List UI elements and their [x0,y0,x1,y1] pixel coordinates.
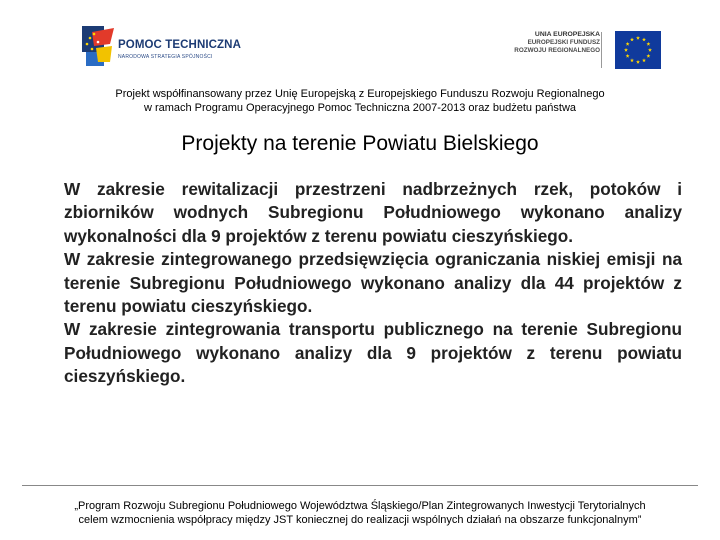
logo-subtitle-text: NARODOWA STRATEGIA SPÓJNOŚCI [118,54,213,60]
eu-logo-divider [601,32,602,68]
page-title: Projekty na terenie Powiatu Bielskiego [181,132,539,155]
logo-brand-text: POMOC TECHNICZNA [118,39,241,51]
funding-line-1: Projekt współfinansowany przez Unię Europejską z Europejskiego Funduszu Rozwoju Regionalnego [115,88,605,100]
footer-text [10,499,710,527]
content-body [64,178,682,389]
footer-line-2: celem wzmocnienia współpracy między JST koniecznej do realizacji wspólnych działań na obszarze funkcjonalnym” [78,514,642,526]
paragraph-2: W zakresie zintegrowanego przedsięwzięcia ograniczania niskiej emisji na terenie Subregionu Południowego wykonano analizy dla 44 projektów z terenu powiatu cieszyńskiego. [64,249,682,317]
pomoc-techniczna-logo [80,22,240,70]
funding-line-2: w ramach Programu Operacyjnego Pomoc Techniczna 2007-2013 oraz budżetu państwa [143,101,577,114]
pomoc-techniczna-emblem-icon [80,22,116,70]
footer-line-1: „Program Rozwoju Subregionu Południowego Województwa Śląskiego/Plan Zintegrowanych Inwestycji Terytorialnych [74,500,646,512]
eu-logo-line2: EUROPEJSKI FUNDUSZ [527,39,600,46]
eu-logo-line1: UNIA EUROPEJSKA [534,31,600,38]
footer-divider [22,485,698,486]
eu-logo-text [514,31,600,55]
funding-statement [60,88,660,115]
eu-flag-icon [615,31,661,69]
paragraph-1: W zakresie rewitalizacji przestrzeni nadbrzeżnych rzek, potoków i zbiorników wodnych Subregionu Południowego wykonano analizy wykonalności dla 9 projektów z terenu powiatu cieszyńskiego. [64,179,682,246]
eu-logo [503,30,663,72]
eu-logo-line3: ROZWOJU REGIONALNEGO [514,47,600,54]
paragraph-3: W zakresie zintegrowania transportu publicznego na terenie Subregionu Południowego wykonano analizy dla 9 projektów z terenu powiatu cieszyńskiego. [64,319,682,387]
